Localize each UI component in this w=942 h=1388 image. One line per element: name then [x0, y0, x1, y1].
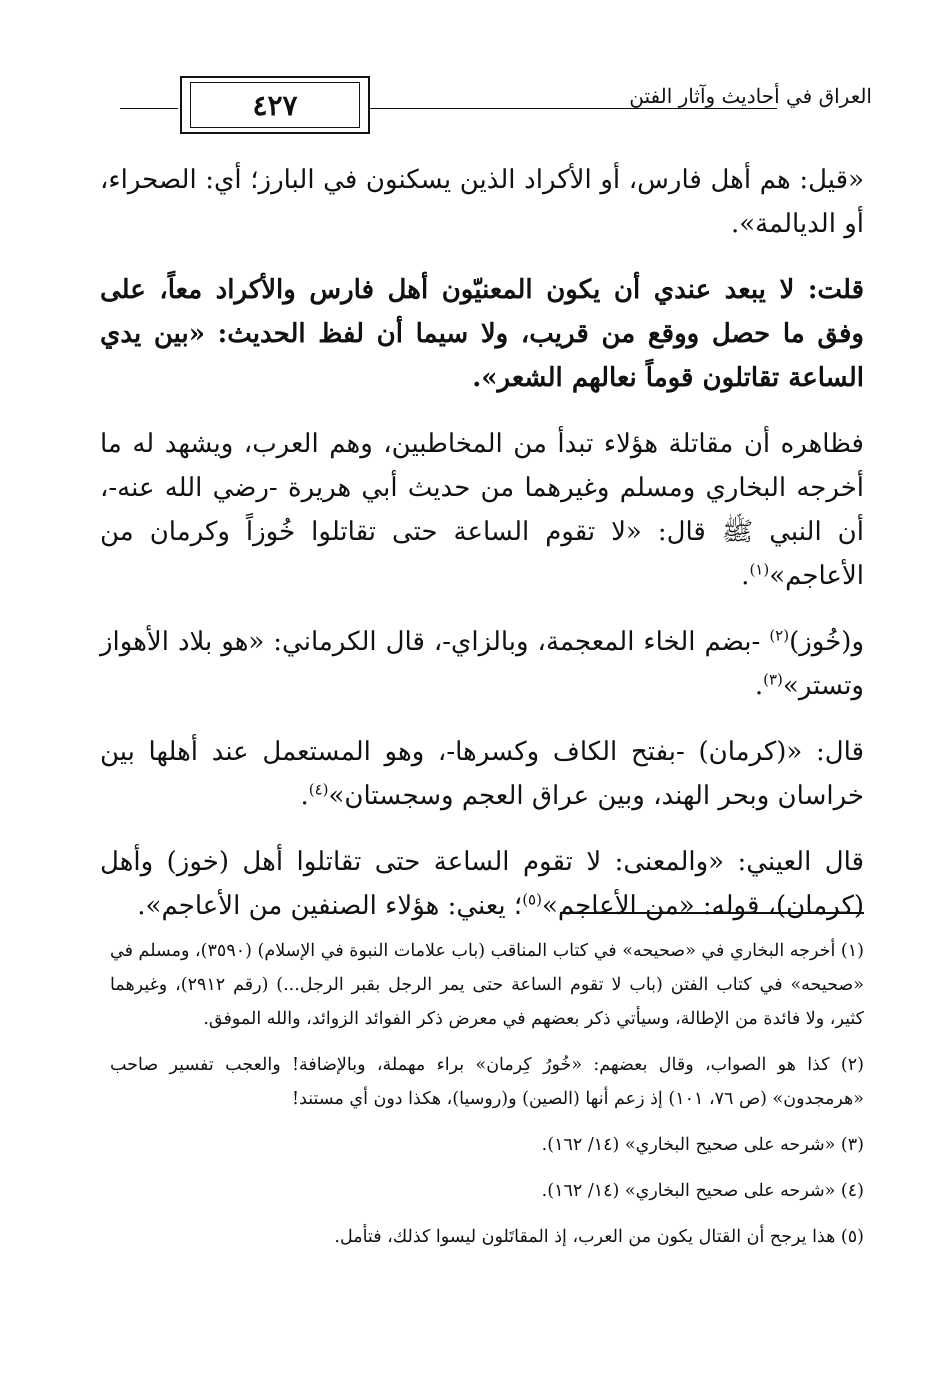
- paragraph-3-text: فظاهره أن مقاتلة هؤلاء تبدأ من المخاطبين، وهم العرب، ويشهد له ما أخرجه البخاري ومسلم وغيرهما من حديث أبي هريرة -رضي الله عنه-، أن النبي ﷺ قال: «لا تقوم الساعة حتى تقاتلوا خُوزاً وكرمان من الأعاجم»: [100, 429, 864, 591]
- paragraph-3: [100, 422, 864, 598]
- footnote-divider: [560, 912, 864, 914]
- paragraph-5-end: .: [300, 781, 309, 811]
- footnote-4: (٤) «شرحه على صحيح البخاري» (١٤/ ١٦٢).: [541, 1181, 864, 1201]
- page-header: [120, 70, 872, 130]
- paragraph-6: [100, 840, 864, 928]
- paragraph-2: قلت: لا يبعد عندي أن يكون المعنيّون أهل فارس والأكراد معاً، على وفق ما حصل ووقع من قريب، ولا سيما أن لفظ الحديث: «بين يدي الساعة تقاتلون قوماً نعالهم الشعر».: [100, 275, 864, 393]
- footnote-ref-4[interactable]: (٤): [308, 780, 329, 799]
- paragraph-6-start: قال العيني: «والمعنى: لا تقوم الساعة حتى تقاتلوا أهل (خوز) وأهل (كرمان)، قوله: «من الأعاجم»: [100, 847, 864, 921]
- page-number: ٤٢٧: [190, 82, 360, 128]
- footnote-ref-2[interactable]: (٢): [769, 626, 790, 645]
- paragraph-3-end: .: [741, 561, 750, 591]
- paragraph-4-start: و(خُوز): [789, 627, 864, 657]
- paragraph-4: [100, 620, 864, 708]
- footnote-5: (٥) هذا يرجح أن القتال يكون من العرب، إذ المقاتَلون ليسوا كذلك، فتأمل.: [334, 1227, 864, 1247]
- paragraph-4-mid: -بضم الخاء المعجمة، وبالزاي-، قال الكرماني: «هو بلاد الأهواز وتستر»: [100, 627, 864, 701]
- paragraph-4-end: .: [754, 671, 764, 701]
- paragraph-1: «قيل: هم أهل فارس، أو الأكراد الذين يسكنون في البارز؛ أي: الصحراء، أو الديالمة».: [100, 165, 864, 239]
- footnote-2: (٢) كذا هو الصواب، وقال بعضهم: «خُورُ كِرمان» براء مهملة، وبالإضافة! والعجب تفسير صاحب «هرمجدون» (ص ٧٦، ١٠١) إذ زعم أنها (الصين) و(روسيا)، هكذا دون أي مستند!: [110, 1055, 864, 1109]
- footnotes: [110, 934, 864, 1266]
- footnote-3: (٣) «شرحه على صحيح البخاري» (١٤/ ١٦٢).: [541, 1135, 864, 1155]
- footnote-ref-3[interactable]: (٣): [763, 670, 783, 689]
- footnote-ref-5[interactable]: (٥): [522, 890, 542, 909]
- header-rule-right: [370, 108, 777, 109]
- page-number-frame: [180, 76, 370, 134]
- main-text: [100, 158, 864, 950]
- footnote-1: (١) أخرجه البخاري في «صحيحه» في كتاب المناقب (باب علامات النبوة في الإسلام) (٣٥٩٠)، ومسلم في «صحيحه» في كتاب الفتن (باب لا تقوم الساعة حتى يمر الرجل بقبر الرجل...) (رقم ٢٩١٢)، وغيرهما كثير، ولا فائدة من الإطالة، وسيأتي ذكر بعضهم في معرض ذكر الفوائد الزوائد، والله الموفق.: [110, 941, 864, 1029]
- paragraph-5-text: قال: «(كرمان) -بفتح الكاف وكسرها-، وهو المستعمل عند أهلها بين خراسان وبحر الهند، وبين عراق العجم وسجستان»: [100, 737, 864, 811]
- running-title: العراق في أحاديث وآثار الفتن: [629, 84, 872, 108]
- paragraph-6-end: ؛ يعني: هؤلاء الصنفين من الأعاجم».: [137, 891, 523, 921]
- paragraph-5: [100, 730, 864, 818]
- footnote-ref-1[interactable]: (١): [749, 560, 770, 579]
- header-rule-left: [120, 108, 178, 109]
